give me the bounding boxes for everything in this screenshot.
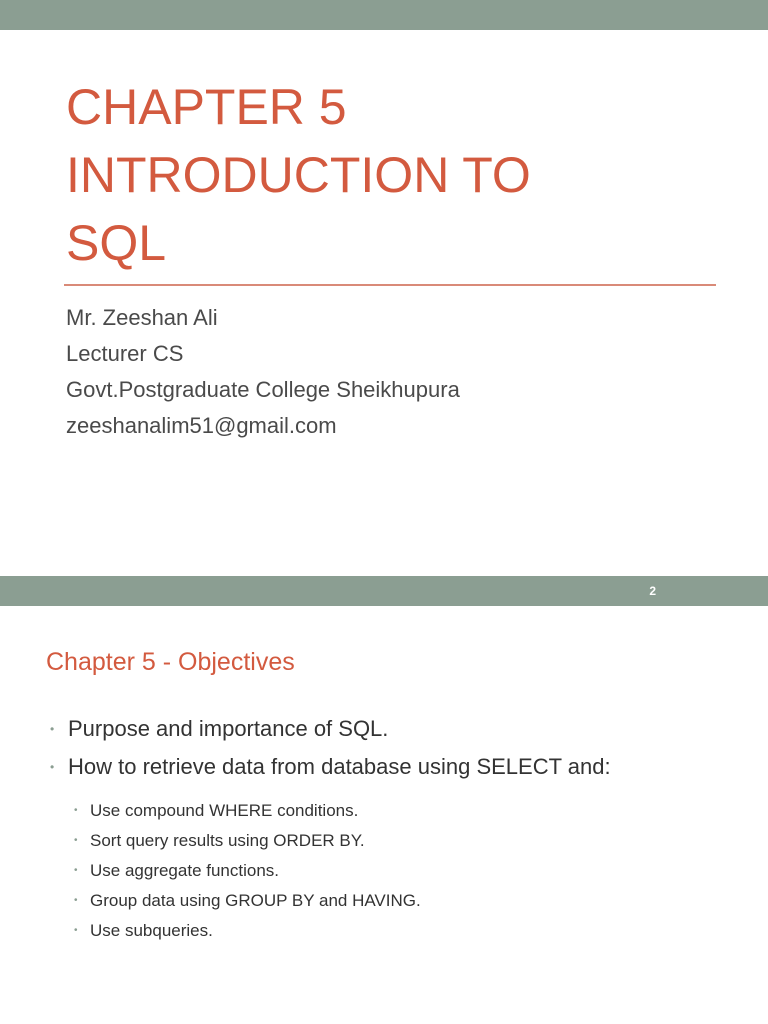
author-role: Lecturer CS <box>66 341 184 366</box>
title-line: CHAPTER 5 <box>66 79 347 135</box>
bullet-dot-icon: • <box>74 835 78 846</box>
sub-bullet-text: Use subqueries. <box>90 921 213 940</box>
sub-bullet-text: Use aggregate functions. <box>90 861 280 880</box>
top-bar <box>0 0 768 30</box>
author-email: zeeshanalim51@gmail.com <box>66 413 337 438</box>
bullet-item <box>50 710 750 748</box>
sub-bullet-text: Use compound WHERE conditions. <box>90 801 359 820</box>
bullet-text: How to retrieve data from database using SELECT and: <box>68 754 611 779</box>
title-line: SQL <box>66 215 167 271</box>
author-name: Mr. Zeeshan Ali <box>66 305 218 330</box>
bullet-dot-icon: • <box>50 722 55 736</box>
sub-bullet-text: Group data using GROUP BY and HAVING. <box>90 891 421 910</box>
bullet-item <box>50 748 750 786</box>
slide-2 <box>0 576 768 1024</box>
bullet-text: Purpose and importance of SQL. <box>68 716 389 741</box>
bullet-dot-icon: • <box>74 865 78 876</box>
sub-bullet-text: Sort query results using ORDER BY. <box>90 831 365 850</box>
title-divider <box>64 284 716 286</box>
slide-title <box>66 73 726 277</box>
title-line: INTRODUCTION TO <box>66 147 531 203</box>
author-college: Govt.Postgraduate College Sheikhupura <box>66 377 460 402</box>
bullet-dot-icon: • <box>74 925 78 936</box>
sub-bullet-item <box>74 826 750 856</box>
sub-bullet-item <box>74 856 750 886</box>
top-bar <box>0 576 768 606</box>
sub-bullet-list <box>74 796 750 946</box>
bullet-list <box>50 710 750 946</box>
slide-number: 2 <box>649 584 656 598</box>
sub-bullet-item <box>74 886 750 916</box>
bullet-dot-icon: • <box>50 760 55 774</box>
sub-bullet-item <box>74 916 750 946</box>
sub-bullet-item <box>74 796 750 826</box>
objectives-title: Chapter 5 - Objectives <box>46 648 295 676</box>
subtitle-block <box>66 300 460 444</box>
bullet-dot-icon: • <box>74 895 78 906</box>
bullet-dot-icon: • <box>74 805 78 816</box>
